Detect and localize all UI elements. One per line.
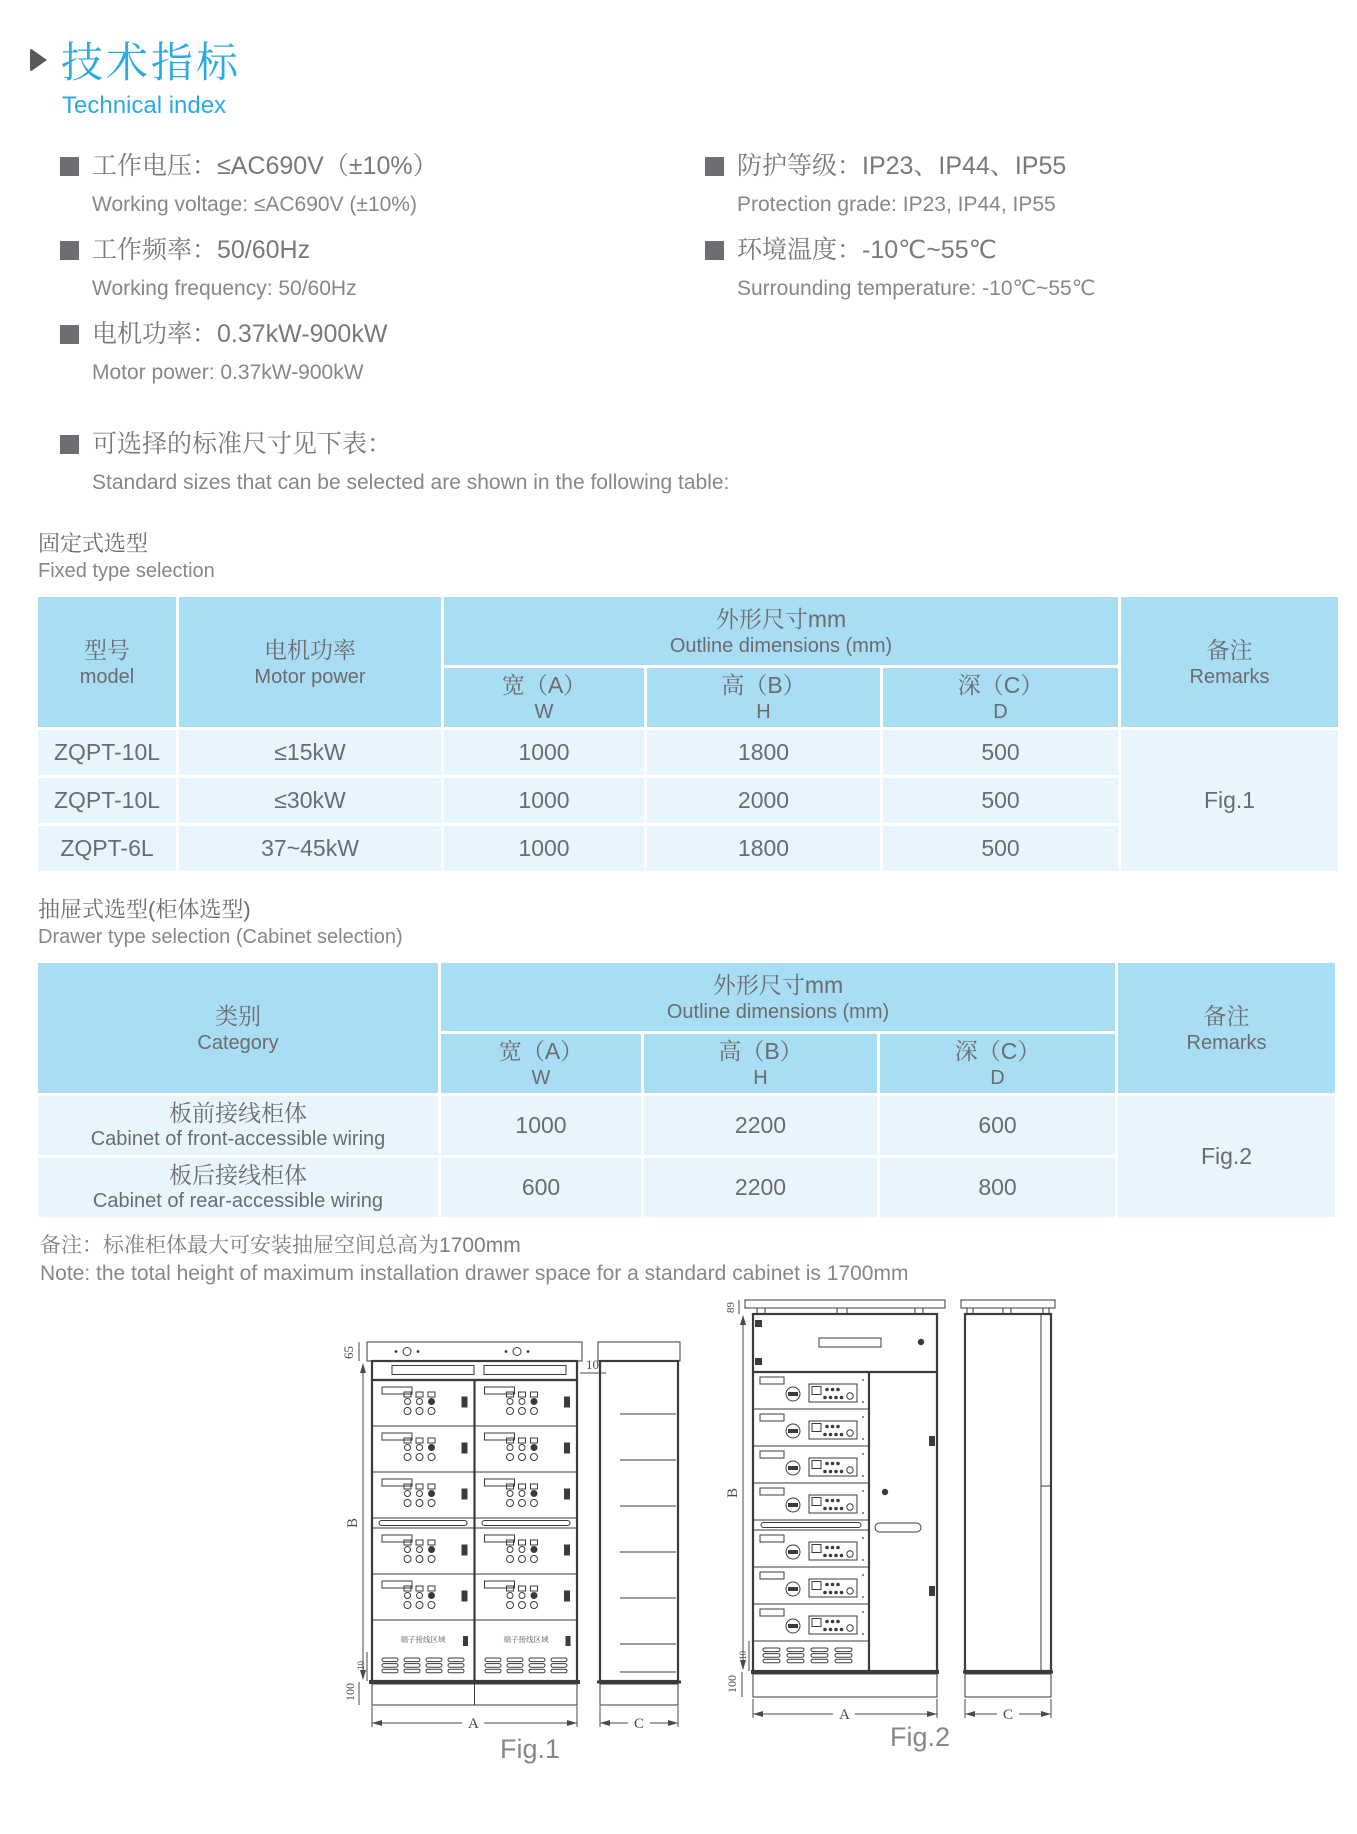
drawer-table-section-label bbox=[38, 896, 1357, 950]
spec-column-right bbox=[705, 150, 1357, 402]
footnote bbox=[40, 1232, 1357, 1288]
cell-height: 2200 bbox=[644, 1096, 877, 1155]
square-bullet-icon bbox=[705, 157, 724, 176]
cell-width: 600 bbox=[441, 1158, 641, 1217]
col-header-width: 宽（A） W bbox=[444, 668, 644, 727]
cell-width: 1000 bbox=[444, 826, 644, 871]
drawer-type-table bbox=[35, 960, 1338, 1220]
intro-zh-text: 可选择的标准尺寸见下表： bbox=[92, 430, 393, 458]
col-header-model: 型号 model bbox=[38, 597, 176, 727]
spec-en-text: Surrounding temperature: -10℃~55℃ bbox=[737, 277, 1096, 300]
fig1-dim-C: C bbox=[634, 1716, 645, 1732]
square-bullet-icon bbox=[60, 157, 79, 176]
page-header bbox=[30, 30, 1357, 90]
col-header-outline-dimensions: 外形尺寸mm Outline dimensions (mm) bbox=[441, 963, 1115, 1031]
footnote-zh: 备注：标准柜体最大可安装抽屉空间总高为1700mm bbox=[40, 1234, 521, 1257]
col-header-depth: 深（C） D bbox=[883, 668, 1118, 727]
col-header-motor-power: 电机功率 Motor power bbox=[179, 597, 441, 727]
page-title-zh: 技术指标 bbox=[61, 39, 242, 86]
col-header-height: 高（B） H bbox=[644, 1034, 877, 1093]
cell-depth: 500 bbox=[883, 826, 1118, 871]
intro-en-text: Standard sizes that can be selected are shown in the following table: bbox=[92, 471, 730, 494]
section-label-zh: 抽屉式选型(柜体选型) bbox=[38, 897, 251, 922]
spec-zh-text: 电机功率：0.37kW-900kW bbox=[92, 320, 388, 348]
table-row bbox=[38, 1096, 1335, 1155]
cell-width: 1000 bbox=[444, 778, 644, 823]
spec-en-text: Motor power: 0.37kW-900kW bbox=[92, 361, 364, 384]
col-header-depth: 深（C） D bbox=[880, 1034, 1115, 1093]
cell-width: 1000 bbox=[441, 1096, 641, 1155]
fig2-dim-10-vent: 10 bbox=[738, 1651, 748, 1660]
cell-remark: Fig.1 bbox=[1121, 730, 1338, 871]
spec-working-frequency bbox=[60, 234, 705, 302]
cell-category: 板前接线柜体 Cabinet of front-accessible wiring bbox=[38, 1096, 438, 1155]
col-header-outline-dimensions: 外形尺寸mm Outline dimensions (mm) bbox=[444, 597, 1118, 665]
col-header-remarks: 备注 Remarks bbox=[1121, 597, 1338, 727]
spec-motor-power bbox=[60, 318, 705, 386]
cell-power: 37~45kW bbox=[179, 826, 441, 871]
section-arrow-icon bbox=[30, 48, 47, 72]
section-label-zh: 固定式选型 bbox=[38, 531, 149, 556]
spec-column-left bbox=[60, 150, 705, 402]
spec-protection-grade bbox=[705, 150, 1357, 218]
page-title-en: Technical index bbox=[62, 92, 227, 119]
spec-working-voltage bbox=[60, 150, 705, 218]
spec-en-text: Protection grade: IP23, IP44, IP55 bbox=[737, 193, 1056, 216]
spec-list bbox=[60, 150, 1357, 402]
section-label-en: Drawer type selection (Cabinet selection) bbox=[38, 926, 403, 948]
spec-zh-text: 环境温度：-10℃~55℃ bbox=[737, 236, 997, 264]
col-header-width: 宽（A） W bbox=[441, 1034, 641, 1093]
footnote-en: Note: the total height of maximum installation drawer space for a standard cabinet is 1700mm bbox=[40, 1262, 909, 1285]
square-bullet-icon bbox=[60, 435, 79, 454]
fig1-dim-65: 65 bbox=[341, 1346, 356, 1359]
fig1-terminal-area-label: 端子接线区域 bbox=[400, 1635, 446, 1644]
fixed-table-section-label bbox=[38, 530, 1357, 584]
cell-width: 1000 bbox=[444, 730, 644, 775]
cell-height: 2200 bbox=[644, 1158, 877, 1217]
cell-height: 1800 bbox=[647, 826, 880, 871]
col-header-remarks: 备注 Remarks bbox=[1118, 963, 1335, 1093]
fig1-caption: Fig.1 bbox=[499, 1734, 561, 1764]
fig2-dim-89: 89 bbox=[725, 1302, 737, 1313]
fixed-type-table bbox=[35, 594, 1341, 874]
catalog-page bbox=[0, 30, 1357, 1764]
cell-model: ZQPT-10L bbox=[38, 730, 176, 775]
fig2-drawing bbox=[715, 1286, 1060, 1736]
fig2-caption: Fig.2 bbox=[889, 1722, 951, 1752]
fig1-dim-100: 100 bbox=[343, 1683, 357, 1701]
cell-power: ≤15kW bbox=[179, 730, 441, 775]
spec-en-text: Working voltage: ≤AC690V (±10%) bbox=[92, 193, 417, 216]
cell-height: 1800 bbox=[647, 730, 880, 775]
spec-zh-text: 工作频率：50/60Hz bbox=[92, 236, 311, 264]
cell-depth: 500 bbox=[883, 730, 1118, 775]
square-bullet-icon bbox=[60, 325, 79, 344]
col-header-category: 类别 Category bbox=[38, 963, 438, 1093]
col-header-height: 高（B） H bbox=[647, 668, 880, 727]
spec-zh-text: 工作电压：≤AC690V（±10%） bbox=[92, 152, 438, 180]
spec-surrounding-temperature bbox=[705, 234, 1357, 302]
fig1-dim-A: A bbox=[468, 1716, 479, 1732]
fig2-dim-B: B bbox=[725, 1487, 741, 1498]
cell-height: 2000 bbox=[647, 778, 880, 823]
cell-model: ZQPT-6L bbox=[38, 826, 176, 871]
cell-power: ≤30kW bbox=[179, 778, 441, 823]
section-label-en: Fixed type selection bbox=[38, 560, 215, 582]
cell-depth: 600 bbox=[880, 1096, 1115, 1155]
fig2-dim-A: A bbox=[839, 1707, 850, 1723]
square-bullet-icon bbox=[705, 241, 724, 260]
fig1-dim-10-vent: 10 bbox=[356, 1661, 366, 1670]
cell-remark: Fig.2 bbox=[1118, 1096, 1335, 1217]
fig1-dim-10-top: 10 bbox=[586, 1357, 599, 1372]
cell-category: 板后接线柜体 Cabinet of rear-accessible wiring bbox=[38, 1158, 438, 1217]
figure-area bbox=[0, 1294, 1357, 1834]
square-bullet-icon bbox=[60, 241, 79, 260]
fig2-dim-C: C bbox=[1003, 1707, 1014, 1723]
cell-depth: 800 bbox=[880, 1158, 1115, 1217]
spec-table-intro bbox=[60, 428, 1357, 496]
cell-model: ZQPT-10L bbox=[38, 778, 176, 823]
fig2-dim-100: 100 bbox=[725, 1675, 739, 1693]
spec-en-text: Working frequency: 50/60Hz bbox=[92, 277, 357, 300]
fig1-terminal-area-label: 端子接线区域 bbox=[503, 1635, 549, 1644]
spec-zh-text: 防护等级：IP23、IP44、IP55 bbox=[737, 152, 1067, 180]
fig1-drawing bbox=[332, 1328, 697, 1743]
fig1-dim-B: B bbox=[345, 1517, 361, 1528]
table-row bbox=[38, 730, 1338, 775]
cell-depth: 500 bbox=[883, 778, 1118, 823]
